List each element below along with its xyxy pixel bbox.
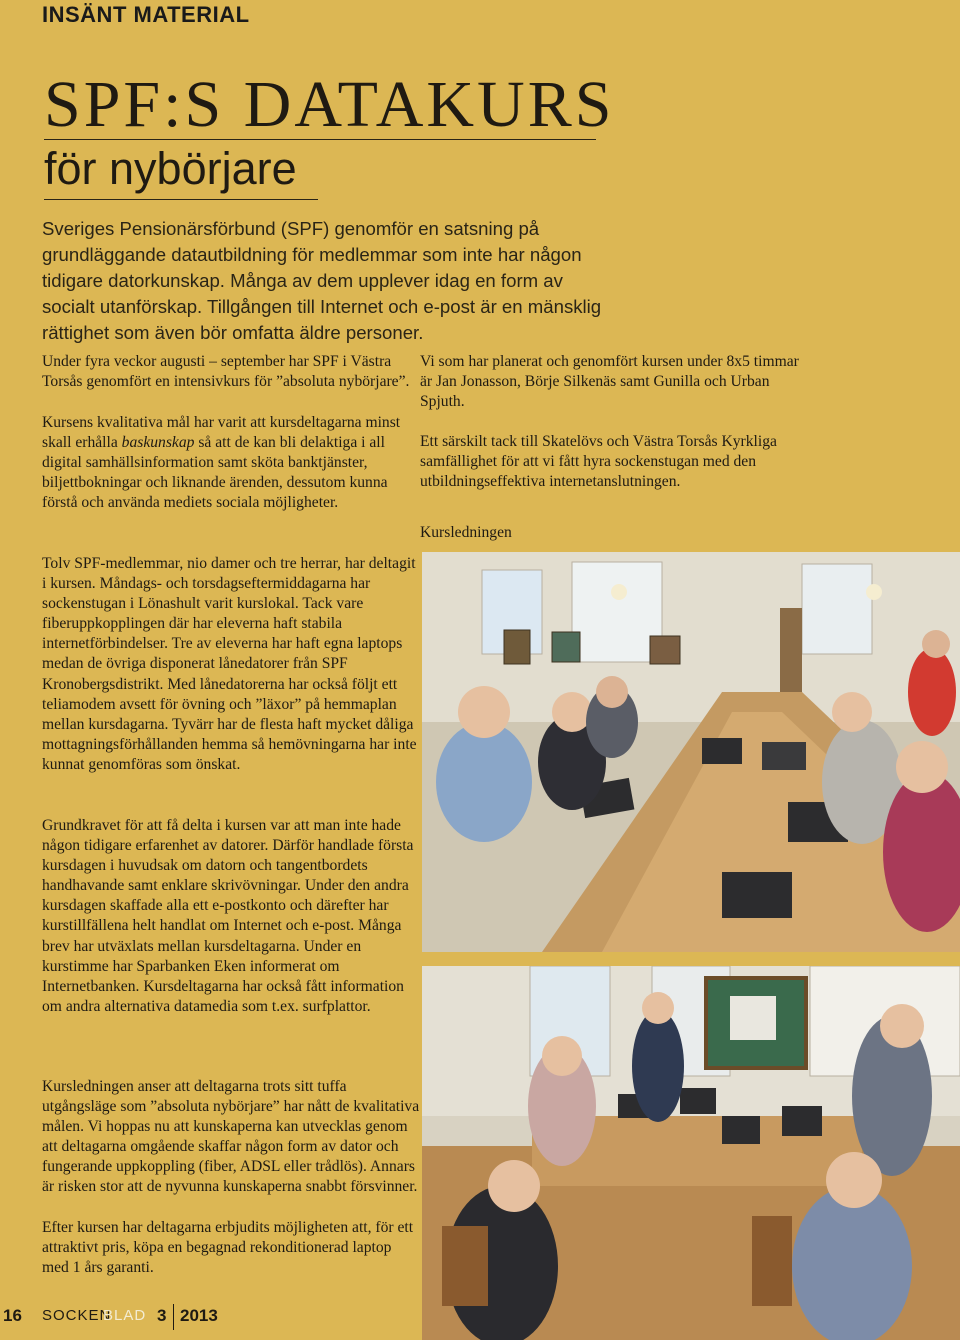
classroom-table-illustration: [422, 552, 960, 952]
left-paragraph-6: Efter kursen har deltagarna erbjudits möjligheten att, för ett attraktivt pris, köpa en begagnad rekonditionerad laptop med 1 års garanti.: [42, 1219, 414, 1277]
issue-number: 3: [157, 1306, 167, 1325]
title-rule: [44, 139, 596, 140]
page-footer: [0, 1306, 300, 1330]
left-paragraph-5: Kursledningen anser att deltagarna trots sitt tuffa utgångsläge som ”absoluta nybörjare” har nått de kvalitativa målen. Vi hoppas nu att kunskaperna kan utvecklas genom att deltagarna omgående skaffar någon form av dator och fungerande uppkoppling (fiber, ADSL eller trådlös). Annars är risken stor att de nyvunna kunskaperna snabbt försvinner.: [42, 1078, 420, 1196]
article-signature: Kursledningen: [420, 524, 512, 541]
magazine-name-part-2: BLAD: [103, 1307, 147, 1324]
footer-divider: [173, 1304, 174, 1330]
issue-year: 2013: [180, 1306, 218, 1325]
right-paragraph-2: Ett särskilt tack till Skatelövs och Västra Torsås Kyrkliga samfällighet för att vi fått hyra sockenstugan med den utbildningseffektiva internetanslutningen.: [420, 433, 777, 491]
classroom-front-photo: [422, 966, 960, 1340]
baskunskap-emphasis: baskunskap: [121, 434, 195, 452]
article-subtitle: för nybörjare: [44, 143, 297, 194]
classroom-front-illustration: [422, 966, 960, 1340]
classroom-table-photo: [422, 552, 960, 952]
right-paragraph-1: Vi som har planerat och genomfört kursen under 8x5 timmar är Jan Jonasson, Börje Silkenäs samt Gunilla och Urban Spjuth.: [420, 353, 799, 411]
left-paragraph-2: [42, 413, 420, 513]
subtitle-rule: [44, 199, 318, 200]
article-intro: Sveriges Pensionärsförbund (SPF) genomför en satsning på grundläggande datautbildning för medlemmar som inte har någon tidigare datorkunskap. Många av dem upplever idag en form av socialt utanförskap. Tillgången till Internet och e-post är en mänsklig rättighet som även bör omfatta äldre personer.: [42, 218, 602, 343]
left-paragraph-2-start: Kursens kvalitativa mål har varit att kursdeltagarna minst skall erhålla: [42, 414, 401, 452]
left-paragraph-2-end: så att de kan bli delaktiga i all digital samhällsinformation samt sköta banktjänster, biljettbokningar och liknande ärenden, dessutom kunna förstå och använda mediets sociala möjligheter.: [42, 434, 388, 512]
magazine-name-part-1: SOCKEN: [42, 1307, 112, 1324]
left-paragraph-4: Grundkravet för att få delta i kursen var att man inte hade någon tidigare erfarenhet av datorer. Därför handlade första kursdagen i huvudsak om datorn och tangentbordets handhavande samt enklare skrivövningar. Under den andra kursdagen skaffade alla ett e-postkonto och därefter har kurstillfällena helt handlat om Internet och e-post. Många brev har utväxlats mellan kursdeltagarna. Under en kurstimme har Sparbanken Eken informerat om Internetbanken. Kursdeltagarna har också fått information om andra alternativa datamedia som t.ex. surfplattor.: [42, 817, 414, 1015]
left-paragraph-1: Under fyra veckor augusti – september har SPF i Västra Torsås genomfört en intensivkurs för ”absoluta nybörjare”.: [42, 353, 410, 391]
article-title: SPF:S DATAKURS: [44, 68, 615, 141]
section-label: INSÄNT MATERIAL: [42, 2, 250, 27]
left-paragraph-3: Tolv SPF-medlemmar, nio damer och tre herrar, har deltagit i kursen. Måndags- och torsdagseftermiddagarna har sockenstugan i Lönashult varit kurslokal. Tack vare fiberuppkopplingen där har eleverna haft stabila internetförbindelser. Tre av eleverna har haft egna laptops medan de övriga disponerat lånedatorer från SPF Kronobergsdistrikt. Med lånedatorerna har också följt ett teliamodem avsett för övning och ”läxor” på hemmaplan mellan kursdagarna. Tyvärr har de flesta haft mycket dåliga mottagningsförhållanden hemma så hemövningarna har inte kunnat genomföras som önskat.: [42, 555, 417, 773]
page-number: 16: [3, 1306, 22, 1325]
